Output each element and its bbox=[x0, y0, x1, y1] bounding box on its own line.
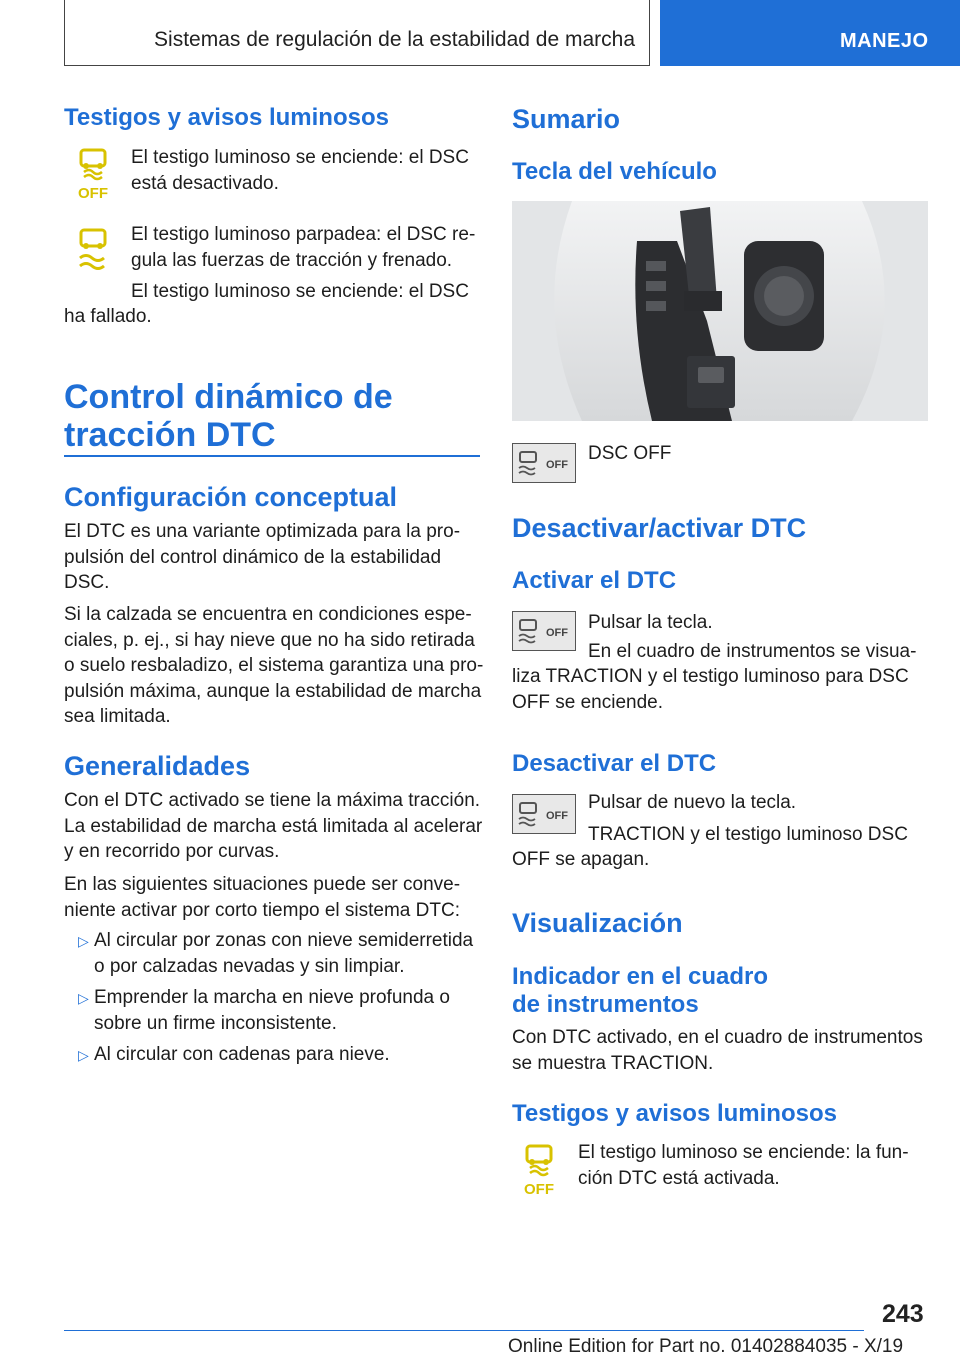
warning-item-3-line2: ha fallado. bbox=[64, 306, 152, 327]
svg-text:OFF: OFF bbox=[524, 1181, 554, 1198]
header-frame bbox=[64, 0, 650, 66]
activate-dtc-heading: Activar el DTC bbox=[512, 567, 677, 594]
footer-rule bbox=[64, 1330, 864, 1331]
warning-item-3-line1: El testigo luminoso se enciende: el DSC bbox=[131, 281, 469, 302]
warning-item-1: El testigo luminoso se enciende: el DSC está desactivado. bbox=[131, 147, 469, 194]
display-heading: Visualización bbox=[512, 908, 683, 938]
bullet-item-1: Al circular por zonas con nieve semiderretida o por calzadas nevadas y sin limpiar. bbox=[94, 930, 474, 977]
concept-heading: Configuración conceptual bbox=[64, 482, 398, 512]
svg-text:OFF: OFF bbox=[546, 627, 568, 639]
section-tab[interactable] bbox=[660, 0, 960, 66]
dtc-warning-paragraph: El testigo luminoso se enciende: la fun‐ ción DTC está activada. bbox=[578, 1142, 909, 1189]
deactivate-step-2-line2: OFF se apagan. bbox=[512, 849, 650, 870]
indicator-heading: Indicador en el cuadro de instrumentos bbox=[512, 963, 769, 1018]
header-title: Sistemas de regulación de la estabilidad de marcha bbox=[154, 28, 635, 51]
deactivate-dtc-heading: Desactivar el DTC bbox=[512, 750, 717, 777]
toggle-dtc-heading: Desactivar/activar DTC bbox=[512, 513, 807, 543]
concept-paragraph-2: Si la calzada se encuentra en condiciones espe‐ ciales, p. ej., si hay nieve que no ha sido retirada o suelo resbaladizo, el sistema garantiza una pro‐ pulsión máxima, aunque la estabilidad de marcha sea limitada. bbox=[64, 604, 484, 727]
main-title: Control dinámico de tracción DTC bbox=[64, 378, 393, 454]
concept-paragraph-1: El DTC es una variante optimizada para la pro‐ pulsión del control dinámico de la estabilidad DSC. bbox=[64, 521, 461, 593]
svg-text:OFF: OFF bbox=[78, 185, 108, 202]
vehicle-key-heading: Tecla del vehículo bbox=[512, 158, 717, 185]
dsc-off-button-icon bbox=[512, 794, 576, 834]
center-console-photo bbox=[512, 201, 928, 421]
title-rule bbox=[64, 455, 480, 457]
dsc-off-label: DSC OFF bbox=[588, 443, 672, 464]
dsc-active-warning-icon bbox=[72, 222, 114, 278]
bullet-arrow-icon: ▷ bbox=[78, 933, 89, 949]
dsc-off-button-icon bbox=[512, 443, 576, 483]
indicator-paragraph: Con DTC activado, en el cuadro de instrumentos se muestra TRACTION. bbox=[512, 1027, 923, 1074]
svg-text:OFF: OFF bbox=[546, 810, 568, 822]
summary-heading: Sumario bbox=[512, 104, 621, 134]
deactivate-step-1: Pulsar de nuevo la tecla. bbox=[588, 792, 797, 813]
page-number: 243 bbox=[882, 1300, 924, 1328]
svg-text:OFF: OFF bbox=[546, 459, 568, 471]
general-paragraph-2: En las siguientes situaciones puede ser conve‐ niente activar por corto tiempo el sistema DTC: bbox=[64, 874, 461, 921]
activate-step-2-rest: liza TRACTION y el testigo luminoso para DSC OFF se enciende. bbox=[512, 666, 909, 713]
activate-step-1: Pulsar la tecla. bbox=[588, 612, 713, 633]
bullet-arrow-icon: ▷ bbox=[78, 1047, 89, 1063]
bullet-arrow-icon: ▷ bbox=[78, 990, 89, 1006]
dsc-off-warning-icon bbox=[72, 146, 114, 202]
warnings-heading-right: Testigos y avisos luminosos bbox=[512, 1100, 837, 1127]
section-tab-label: MANEJO bbox=[840, 30, 929, 52]
warning-item-2: El testigo luminoso parpadea: el DSC re‐ gula las fuerzas de tracción y frenado. bbox=[131, 224, 476, 271]
activate-step-2-line1: En el cuadro de instrumentos se visua‐ bbox=[588, 641, 917, 662]
dtc-active-warning-icon bbox=[518, 1142, 560, 1198]
bullet-item-3: Al circular con cadenas para nieve. bbox=[94, 1044, 390, 1065]
warnings-heading: Testigos y avisos luminosos bbox=[64, 104, 389, 131]
bullet-item-2: Emprender la marcha en nieve profunda o sobre un firme inconsistente. bbox=[94, 987, 450, 1034]
general-heading: Generalidades bbox=[64, 751, 251, 781]
footer-edition: Online Edition for Part no. 01402884035 - X/19 bbox=[508, 1336, 904, 1357]
deactivate-step-2-line1: TRACTION y el testigo luminoso DSC bbox=[588, 824, 908, 845]
general-paragraph-1: Con el DTC activado se tiene la máxima tracción. La estabilidad de marcha está limitada al acelerar y en recorrido por curvas. bbox=[64, 790, 483, 862]
dsc-off-button-icon bbox=[512, 611, 576, 651]
